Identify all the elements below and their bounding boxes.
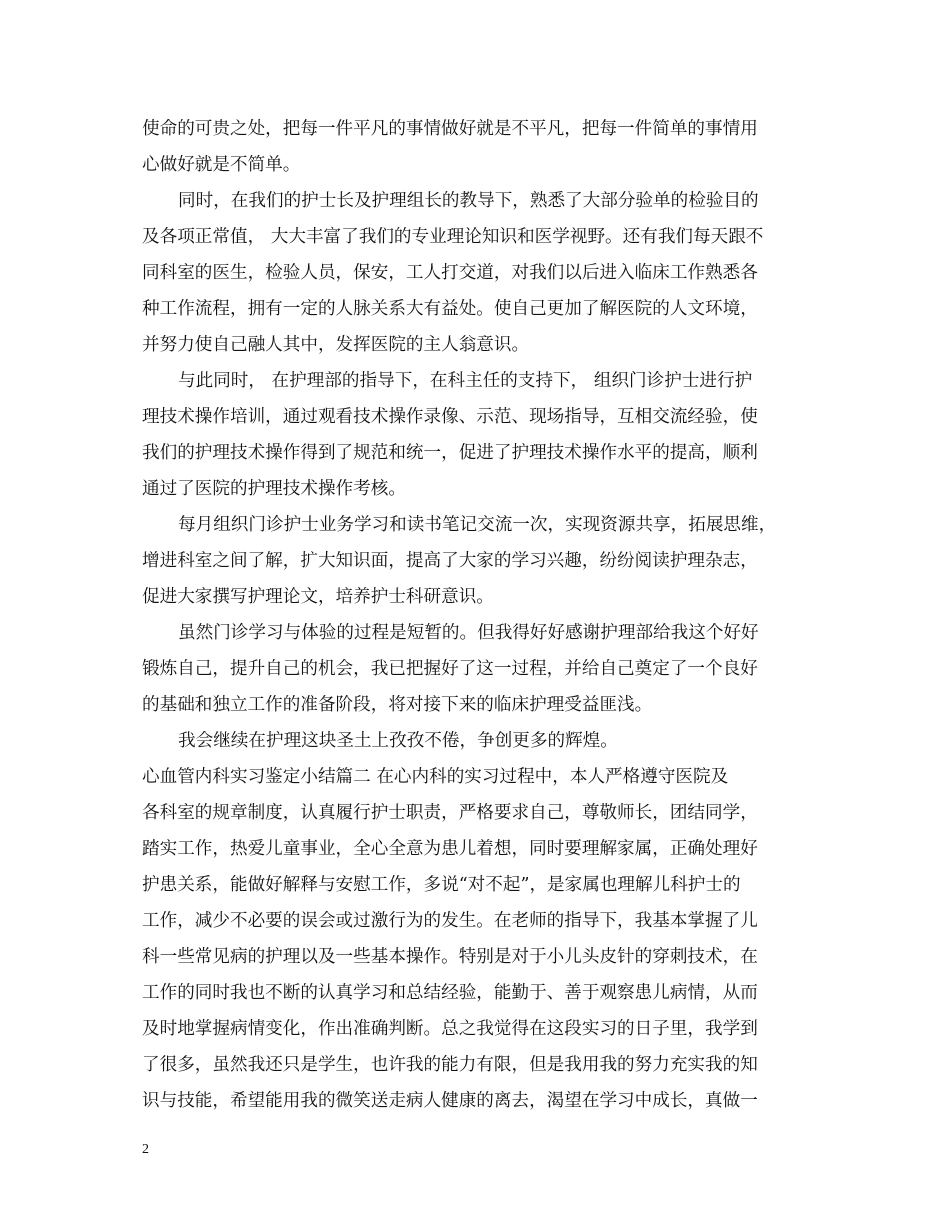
text-line: 工作，减少不必要的误会或过激行为的发生。在老师的指导下，我基本掌握了儿 — [142, 911, 758, 931]
text-line: 并努力使自己融人其中，发挥医院的主人翁意识。 — [142, 335, 530, 355]
text-line: 踏实工作，热爱儿童事业，全心全意为患儿着想，同时要理解家属，正确处理好 — [142, 839, 758, 859]
text-line: 种工作流程，拥有一定的人脉关系大有益处。使自己更加了解医院的人文环境， — [142, 299, 758, 319]
text-line: 识与技能，希望能用我的微笑送走病人健康的离去，渴望在学习中成长，真做一 — [142, 1091, 758, 1111]
text-line: 每月组织门诊护士业务学习和读书笔记交流一次，实现资源共享，拓展思维， — [178, 515, 777, 535]
text-line: 与此同时， 在护理部的指导下，在科主任的支持下， 组织门诊护士进行护 — [178, 371, 753, 391]
text-line: 各科室的规章制度，认真履行护士职责，严格要求自己，尊敬师长，团结同学， — [142, 803, 758, 823]
text-line: 通过了医院的护理技术操作考核。 — [142, 479, 406, 499]
text-line: 心做好就是不简单。 — [142, 155, 301, 175]
text-line: 锻炼自己，提升自己的机会，我已把握好了这一过程，并给自己奠定了一个良好 — [142, 659, 758, 679]
text-line: 护患关系，能做好解释与安慰工作，多说“对不起”，是家属也理解儿科护士的 — [142, 875, 741, 895]
text-line: 我会继续在护理这块圣土上孜孜不倦，争创更多的辉煌。 — [178, 731, 618, 751]
text-line: 我们的护理技术操作得到了规范和统一，促进了护理技术操作水平的提高，顺利 — [142, 443, 758, 463]
text-line: 及时地掌握病情变化，作出准确判断。总之我觉得在这段实习的日子里，我学到 — [142, 1019, 758, 1039]
text-line: 的基础和独立工作的准备阶段，将对接下来的临床护理受益匪浅。 — [142, 695, 653, 715]
text-line: 心血管内科实习鉴定小结篇二 在心内科的实习过程中，本人严格遵守医院及 — [142, 767, 729, 787]
page-number: 2 — [142, 1142, 149, 1157]
text-line: 同时，在我们的护士长及护理组长的教导下，熟悉了大部分验单的检验目的 — [178, 191, 759, 211]
text-line: 增进科室之间了解，扩大知识面，提高了大家的学习兴趣，纷纷阅读护理杂志， — [142, 551, 758, 571]
text-line: 科一些常见病的护理以及一些基本操作。特别是对于小儿头皮针的穿刺技术，在 — [142, 947, 758, 967]
text-line: 了很多，虽然我还只是学生，也许我的能力有限，但是我用我的努力充实我的知 — [142, 1055, 758, 1075]
text-line: 同科室的医生，检验人员，保安，工人打交道，对我们以后进入临床工作熟悉各 — [142, 263, 758, 283]
text-line: 及各项正常值， 大大丰富了我们的专业理论知识和医学视野。还有我们每天跟不 — [142, 227, 764, 247]
text-line: 促进大家撰写护理论文，培养护士科研意识。 — [142, 587, 494, 607]
text-line: 使命的可贵之处，把每一件平凡的事情做好就是不平凡，把每一件简单的事情用 — [142, 119, 758, 139]
text-line: 理技术操作培训，通过观看技术操作录像、示范、现场指导，互相交流经验，使 — [142, 407, 758, 427]
text-line: 虽然门诊学习与体验的过程是短暂的。但我得好好感谢护理部给我这个好好 — [178, 623, 759, 643]
text-line: 工作的同时我也不断的认真学习和总结经验，能勤于、善于观察患儿病情，从而 — [142, 983, 758, 1003]
